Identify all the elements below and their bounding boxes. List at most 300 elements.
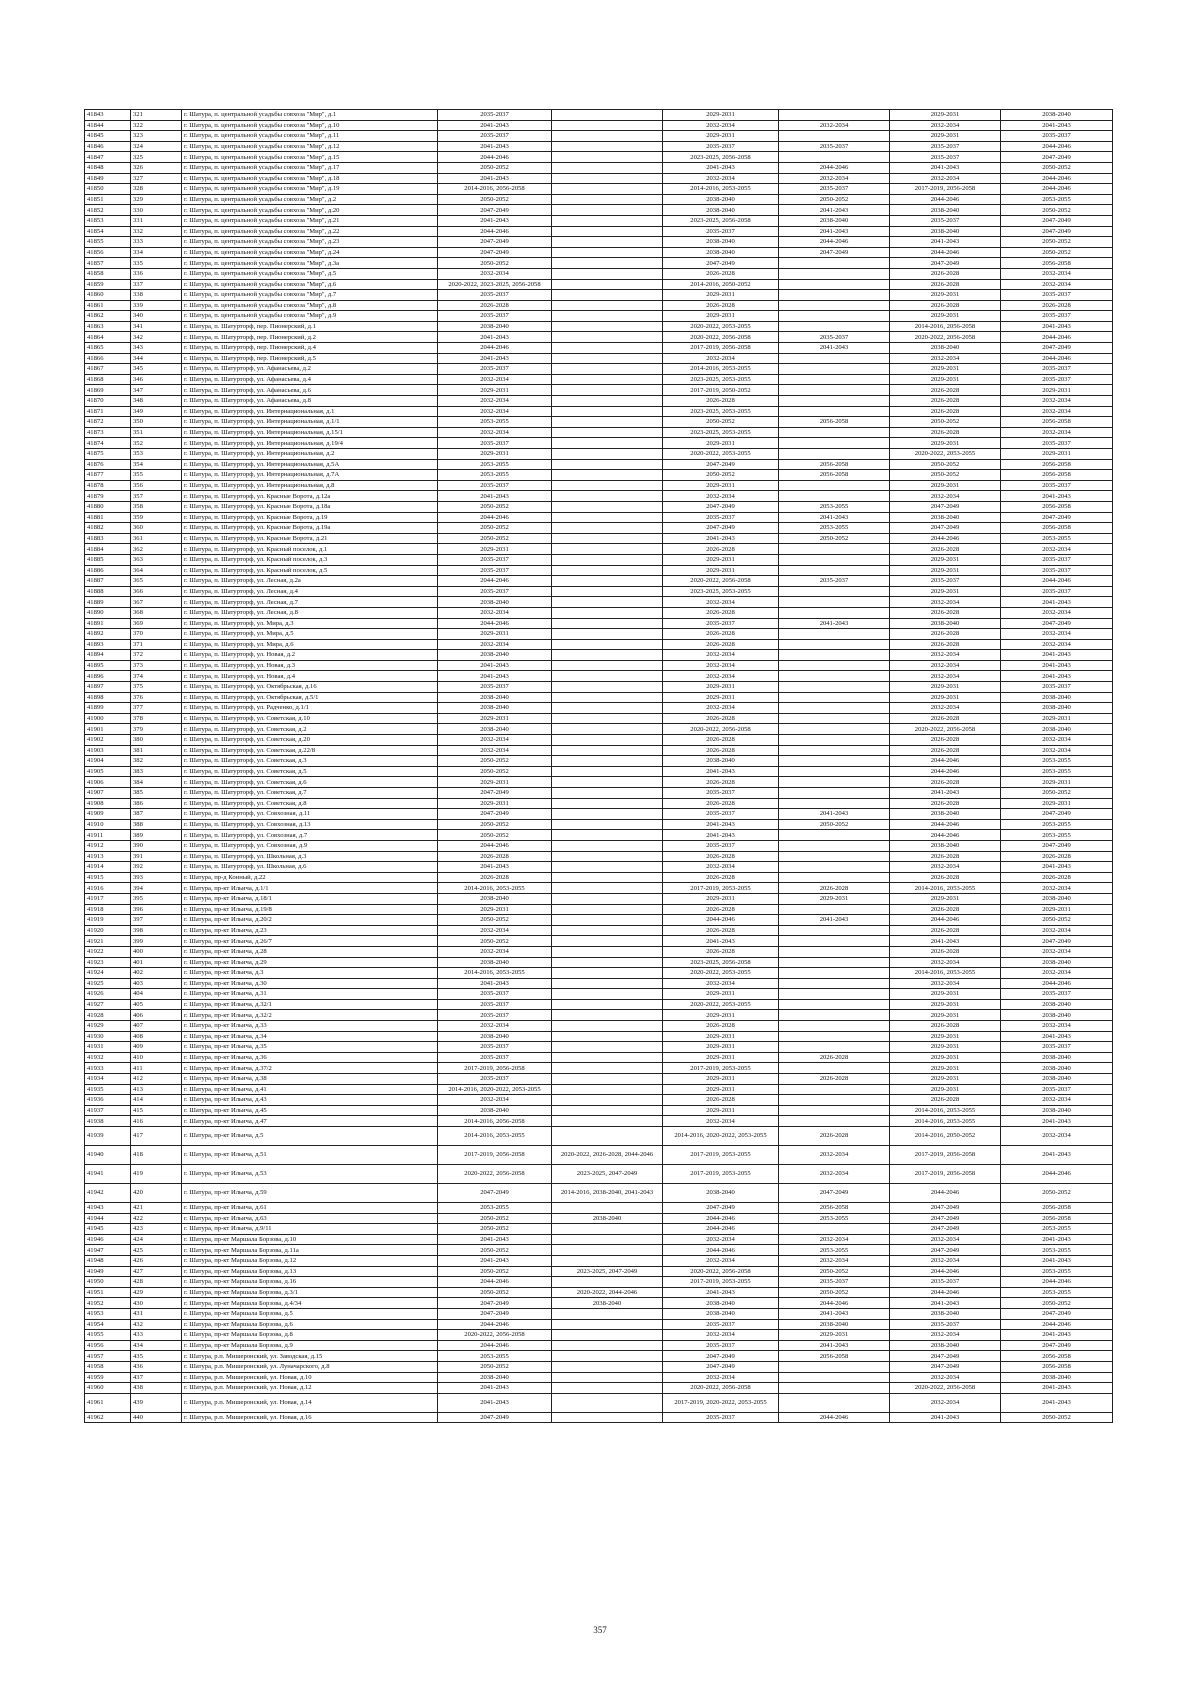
table-cell: 41901: [85, 724, 131, 735]
table-cell: 41876: [85, 459, 131, 470]
table-cell: 400: [131, 946, 182, 957]
table-cell: 2032-2034: [1001, 1127, 1113, 1146]
table-row: [85, 936, 1113, 947]
table-cell: 2026-2028: [890, 798, 1001, 809]
table-cell: 2041-2043: [779, 226, 890, 237]
table-cell: 411: [131, 1063, 182, 1074]
table-cell: [779, 703, 890, 714]
table-cell: 370: [131, 629, 182, 640]
table-cell: 41844: [85, 120, 131, 131]
table-row: [85, 152, 1113, 163]
table-cell: 2032-2034: [890, 1330, 1001, 1341]
table-row: [85, 978, 1113, 989]
table-cell: [779, 756, 890, 767]
table-cell: 41951: [85, 1287, 131, 1298]
table-cell: 2026-2028: [890, 777, 1001, 788]
table-cell: г. Шатура, р.п. Мишеронский, ул. Луначарского, д.8: [182, 1361, 438, 1372]
table-cell: 2044-2046: [779, 1298, 890, 1309]
table-cell: [552, 1319, 663, 1330]
table-cell: [552, 364, 663, 375]
table-cell: 41930: [85, 1031, 131, 1042]
table-cell: 404: [131, 989, 182, 1000]
table-cell: 336: [131, 268, 182, 279]
table-cell: 2014-2016, 2056-2058: [890, 321, 1001, 332]
table-cell: 2032-2034: [779, 120, 890, 131]
table-row: [85, 1052, 1113, 1063]
table-cell: 2035-2037: [663, 226, 779, 237]
table-cell: 2020-2022, 2056-2058: [890, 332, 1001, 343]
table-cell: 2035-2037: [779, 184, 890, 195]
table-cell: 2047-2049: [663, 523, 779, 534]
table-cell: 2029-2031: [890, 311, 1001, 322]
table-cell: 2041-2043: [438, 120, 552, 131]
table-row: [85, 1074, 1113, 1085]
table-cell: г. Шатура, пр-кт Ильича, д.63: [182, 1213, 438, 1224]
table-cell: 2053-2055: [438, 417, 552, 428]
table-cell: 2029-2031: [890, 1042, 1001, 1053]
table-cell: 2017-2019, 2053-2055: [663, 883, 779, 894]
table-cell: г. Шатура, пр-кт Ильича, д.30: [182, 978, 438, 989]
table-cell: 41852: [85, 205, 131, 216]
table-cell: г. Шатура, п. Шатурторф, ул. Мира, д.3: [182, 618, 438, 629]
table-cell: 2017-2019, 2056-2058: [890, 1165, 1001, 1184]
table-cell: 2038-2040: [1001, 1372, 1113, 1383]
table-cell: 2035-2037: [779, 332, 890, 343]
table-cell: 41929: [85, 1021, 131, 1032]
table-cell: 41865: [85, 343, 131, 354]
table-cell: 41897: [85, 682, 131, 693]
table-cell: 349: [131, 406, 182, 417]
table-cell: 2026-2028: [890, 300, 1001, 311]
table-cell: 2026-2028: [663, 1095, 779, 1106]
table-cell: 2029-2031: [890, 364, 1001, 375]
table-cell: г. Шатура, п. Шатурторф, ул. Лесная, д.8: [182, 607, 438, 618]
table-cell: 41885: [85, 554, 131, 565]
table-cell: [552, 215, 663, 226]
table-cell: 330: [131, 205, 182, 216]
table-row: [85, 1084, 1113, 1095]
table-cell: 2032-2034: [1001, 1021, 1113, 1032]
table-cell: 422: [131, 1213, 182, 1224]
table-cell: 2035-2037: [438, 1010, 552, 1021]
table-cell: 2035-2037: [890, 1277, 1001, 1288]
table-cell: 41912: [85, 840, 131, 851]
table-cell: [552, 1245, 663, 1256]
table-cell: 2026-2028: [1001, 851, 1113, 862]
table-cell: 2053-2055: [438, 470, 552, 481]
table-cell: 2044-2046: [1001, 173, 1113, 184]
table-cell: 2035-2037: [438, 110, 552, 121]
table-cell: 388: [131, 819, 182, 830]
table-cell: 2029-2031: [890, 989, 1001, 1000]
table-cell: 2032-2034: [438, 925, 552, 936]
table-cell: 2029-2031: [890, 565, 1001, 576]
table-cell: 2038-2040: [1001, 724, 1113, 735]
table-cell: 41846: [85, 141, 131, 152]
table-cell: 337: [131, 279, 182, 290]
table-cell: 2026-2028: [1001, 872, 1113, 883]
table-cell: 2029-2031: [890, 893, 1001, 904]
table-cell: г. Шатура, пр-кт Ильича, д.61: [182, 1203, 438, 1214]
table-cell: 2035-2037: [779, 1277, 890, 1288]
table-cell: 2041-2043: [438, 141, 552, 152]
table-cell: г. Шатура, пр-кт Маршала Борзова, д.13: [182, 1266, 438, 1277]
table-cell: 2029-2031: [438, 777, 552, 788]
table-row: [85, 459, 1113, 470]
table-cell: 2047-2049: [663, 1351, 779, 1362]
table-cell: [552, 184, 663, 195]
table-cell: 350: [131, 417, 182, 428]
table-cell: [552, 639, 663, 650]
table-cell: 2050-2052: [890, 459, 1001, 470]
table-cell: 2050-2052: [438, 830, 552, 841]
table-cell: г. Шатура, пр-кт Ильича, д.33: [182, 1021, 438, 1032]
table-cell: г. Шатура, пр-кт Ильича, д.19/8: [182, 904, 438, 915]
table-cell: [552, 343, 663, 354]
table-cell: 41917: [85, 893, 131, 904]
table-cell: [552, 1095, 663, 1106]
table-cell: 2038-2040: [890, 205, 1001, 216]
table-cell: 416: [131, 1116, 182, 1127]
table-cell: [552, 491, 663, 502]
table-cell: 2056-2058: [779, 417, 890, 428]
table-cell: 2047-2049: [890, 1351, 1001, 1362]
table-cell: 41949: [85, 1266, 131, 1277]
table-cell: г. Шатура, п. Шатурторф, ул. Советская, д.6: [182, 777, 438, 788]
table-cell: 41928: [85, 1010, 131, 1021]
table-cell: 2029-2031: [779, 893, 890, 904]
table-cell: 2047-2049: [1001, 343, 1113, 354]
table-cell: 2050-2052: [779, 1287, 890, 1298]
table-cell: 2026-2028: [438, 851, 552, 862]
table-cell: г. Шатура, п. Шатурторф, пер. Пионерский, д.5: [182, 353, 438, 364]
table-cell: 2047-2049: [1001, 840, 1113, 851]
table-cell: 2044-2046: [779, 1412, 890, 1423]
table-cell: 2053-2055: [1001, 819, 1113, 830]
table-cell: [779, 946, 890, 957]
table-cell: 41938: [85, 1116, 131, 1127]
table-cell: г. Шатура, п. Шатурторф, ул. Интернациональная, д.1: [182, 406, 438, 417]
table-cell: 41940: [85, 1146, 131, 1165]
table-cell: г. Шатура, п. Шатурторф, ул. Красные Ворота, д.18а: [182, 501, 438, 512]
table-cell: г. Шатура, п. Шатурторф, ул. Совхозная, д.13: [182, 819, 438, 830]
table-cell: 2035-2037: [438, 1052, 552, 1063]
table-cell: 2032-2034: [890, 862, 1001, 873]
table-cell: [552, 1361, 663, 1372]
table-row: [85, 120, 1113, 131]
table-cell: [779, 374, 890, 385]
table-cell: 2032-2034: [1001, 427, 1113, 438]
table-cell: 2029-2031: [438, 385, 552, 396]
table-cell: 2035-2037: [890, 1319, 1001, 1330]
table-cell: 41880: [85, 501, 131, 512]
table-cell: 425: [131, 1245, 182, 1256]
table-cell: [552, 883, 663, 894]
table-cell: 41862: [85, 311, 131, 322]
table-cell: 41845: [85, 131, 131, 142]
table-cell: 359: [131, 512, 182, 523]
table-cell: 438: [131, 1383, 182, 1394]
table-cell: 2038-2040: [663, 1298, 779, 1309]
table-cell: [552, 999, 663, 1010]
table-cell: [552, 724, 663, 735]
table-cell: 2047-2049: [890, 1361, 1001, 1372]
table-row: [85, 1393, 1113, 1412]
table-cell: 2014-2016, 2053-2055: [438, 1127, 552, 1146]
table-cell: 2035-2037: [779, 576, 890, 587]
table-cell: 2035-2037: [1001, 480, 1113, 491]
table-cell: 338: [131, 290, 182, 301]
table-cell: 2047-2049: [438, 247, 552, 258]
table-cell: 41874: [85, 438, 131, 449]
table-cell: [779, 1372, 890, 1383]
table-cell: [552, 968, 663, 979]
table-cell: 2047-2049: [438, 205, 552, 216]
table-cell: 2038-2040: [890, 809, 1001, 820]
table-row: [85, 523, 1113, 534]
table-cell: 321: [131, 110, 182, 121]
table-cell: 41946: [85, 1234, 131, 1245]
table-cell: 2026-2028: [663, 607, 779, 618]
table-cell: [779, 586, 890, 597]
table-cell: [552, 385, 663, 396]
table-cell: г. Шатура, пр-кт Маршала Борзова, д.6: [182, 1319, 438, 1330]
table-row: [85, 1203, 1113, 1214]
table-cell: 2017-2019, 2053-2055: [663, 1063, 779, 1074]
table-cell: 2047-2049: [890, 1245, 1001, 1256]
table-cell: 428: [131, 1277, 182, 1288]
table-cell: 2056-2058: [1001, 1351, 1113, 1362]
table-cell: [779, 1095, 890, 1106]
table-cell: [552, 1010, 663, 1021]
table-cell: [552, 893, 663, 904]
table-cell: г. Шатура, пр-д Конный, д.22: [182, 872, 438, 883]
table-cell: 2038-2040: [1001, 957, 1113, 968]
table-cell: 2038-2040: [890, 226, 1001, 237]
table-cell: 2041-2043: [1001, 1146, 1113, 1165]
table-cell: 2041-2043: [1001, 1330, 1113, 1341]
table-cell: 2017-2019, 2056-2058: [890, 184, 1001, 195]
table-cell: 419: [131, 1165, 182, 1184]
table-cell: г. Шатура, п. Шатурторф, ул. Афанасьева, д.6: [182, 385, 438, 396]
table-cell: 440: [131, 1412, 182, 1423]
table-cell: 41857: [85, 258, 131, 269]
table-cell: 41926: [85, 989, 131, 1000]
table-cell: 41923: [85, 957, 131, 968]
table-cell: 2047-2049: [438, 788, 552, 799]
table-cell: 41847: [85, 152, 131, 163]
table-cell: [552, 946, 663, 957]
table-cell: 2041-2043: [1001, 1031, 1113, 1042]
table-cell: г. Шатура, пр-кт Маршала Борзова, д.8: [182, 1330, 438, 1341]
table-cell: 2017-2019, 2056-2058: [890, 1146, 1001, 1165]
table-cell: 2026-2028: [779, 1127, 890, 1146]
table-cell: 41872: [85, 417, 131, 428]
page-number: 357: [593, 1625, 607, 1635]
table-cell: 2023-2025, 2053-2055: [663, 374, 779, 385]
table-cell: [779, 968, 890, 979]
table-cell: 2047-2049: [890, 1213, 1001, 1224]
table-row: [85, 1165, 1113, 1184]
table-cell: 2032-2034: [663, 1255, 779, 1266]
table-cell: 2035-2037: [438, 999, 552, 1010]
table-cell: 2035-2037: [890, 576, 1001, 587]
table-cell: г. Шатура, пр-кт Маршала Борзова, д.16: [182, 1277, 438, 1288]
table-cell: 2050-2052: [438, 819, 552, 830]
table-cell: г. Шатура, п. Шатурторф, ул. Интернациональная, д.19/4: [182, 438, 438, 449]
table-cell: 41879: [85, 491, 131, 502]
table-cell: [552, 131, 663, 142]
table-row: [85, 893, 1113, 904]
table-cell: 2041-2043: [1001, 671, 1113, 682]
table-cell: 434: [131, 1340, 182, 1351]
table-cell: 2050-2052: [438, 1213, 552, 1224]
table-cell: 2044-2046: [890, 766, 1001, 777]
table-cell: г. Шатура, п. Шатурторф, пер. Пионерский, д.4: [182, 343, 438, 354]
table-cell: 41918: [85, 904, 131, 915]
table-cell: 2026-2028: [663, 777, 779, 788]
table-cell: 2029-2031: [663, 110, 779, 121]
table-cell: 2041-2043: [663, 819, 779, 830]
table-cell: 396: [131, 904, 182, 915]
table-cell: 2035-2037: [1001, 374, 1113, 385]
table-row: [85, 745, 1113, 756]
table-cell: г. Шатура, п. Шатурторф, ул. Новая, д.3: [182, 660, 438, 671]
table-cell: 2050-2052: [1001, 237, 1113, 248]
table-cell: 2041-2043: [1001, 120, 1113, 131]
table-cell: 2050-2052: [438, 162, 552, 173]
table-cell: 2032-2034: [663, 703, 779, 714]
table-cell: г. Шатура, п. Шатурторф, ул. Совхозная, д.9: [182, 840, 438, 851]
table-cell: 2041-2043: [890, 1298, 1001, 1309]
table-cell: 41851: [85, 194, 131, 205]
table-cell: 2020-2022, 2053-2055: [663, 968, 779, 979]
table-cell: 2041-2043: [1001, 1393, 1113, 1412]
table-cell: 2014-2016, 2056-2058: [438, 1116, 552, 1127]
table-cell: 2056-2058: [1001, 1361, 1113, 1372]
table-cell: 41863: [85, 321, 131, 332]
table-cell: 403: [131, 978, 182, 989]
table-cell: 2017-2019, 2053-2055: [663, 1146, 779, 1165]
table-cell: г. Шатура, пр-кт Маршала Борзова, д.5: [182, 1308, 438, 1319]
table-cell: [779, 904, 890, 915]
table-cell: г. Шатура, п. Шатурторф, ул. Мира, д.5: [182, 629, 438, 640]
table-cell: 2044-2046: [438, 512, 552, 523]
table-cell: 368: [131, 607, 182, 618]
table-cell: г. Шатура, п. Шатурторф, ул. Новая, д.4: [182, 671, 438, 682]
table-cell: 2023-2025, 2047-2049: [552, 1165, 663, 1184]
table-cell: 2032-2034: [1001, 745, 1113, 756]
table-cell: 2029-2031: [663, 311, 779, 322]
table-cell: [779, 851, 890, 862]
table-row: [85, 1308, 1113, 1319]
table-cell: [552, 396, 663, 407]
table-cell: 2032-2034: [1001, 268, 1113, 279]
table-cell: 2041-2043: [1001, 597, 1113, 608]
table-cell: 2023-2025, 2047-2049: [552, 1266, 663, 1277]
table-cell: 2029-2031: [663, 692, 779, 703]
table-cell: 2032-2034: [1001, 1095, 1113, 1106]
table-cell: 2035-2037: [438, 682, 552, 693]
table-cell: г. Шатура, пр-кт Ильича, д.29: [182, 957, 438, 968]
table-cell: 41962: [85, 1412, 131, 1423]
table-cell: 2047-2049: [1001, 226, 1113, 237]
table-cell: 2032-2034: [890, 650, 1001, 661]
table-cell: [552, 544, 663, 555]
table-cell: [552, 1340, 663, 1351]
table-cell: 386: [131, 798, 182, 809]
table-row: [85, 1412, 1113, 1423]
table-cell: 2053-2055: [779, 1213, 890, 1224]
table-cell: 2041-2043: [1001, 1116, 1113, 1127]
table-cell: 2047-2049: [663, 258, 779, 269]
table-cell: 2014-2016, 2020-2022, 2053-2055: [438, 1084, 552, 1095]
table-cell: 2038-2040: [1001, 1105, 1113, 1116]
table-cell: г. Шатура, п. Шатурторф, ул. Красный поселок, д.5: [182, 565, 438, 576]
table-cell: 41886: [85, 565, 131, 576]
table-cell: г. Шатура, п. Шатурторф, ул. Октябрьская, д.5/1: [182, 692, 438, 703]
table-row: [85, 279, 1113, 290]
table-cell: 365: [131, 576, 182, 587]
table-cell: 2041-2043: [438, 1234, 552, 1245]
table-cell: 2029-2031: [663, 989, 779, 1000]
table-row: [85, 851, 1113, 862]
table-cell: г. Шатура, п. Шатурторф, ул. Интернациональная, д.7А: [182, 470, 438, 481]
table-cell: 41877: [85, 470, 131, 481]
table-cell: 2038-2040: [1001, 1074, 1113, 1085]
table-cell: [779, 682, 890, 693]
table-cell: 2056-2058: [1001, 258, 1113, 269]
table-cell: 2014-2016, 2053-2055: [890, 883, 1001, 894]
table-cell: 2038-2040: [1001, 703, 1113, 714]
table-cell: 41854: [85, 226, 131, 237]
table-cell: 2050-2052: [438, 523, 552, 534]
table-cell: г. Шатура, п. Шатурторф, ул. Лесная, д.2а: [182, 576, 438, 587]
table-cell: [779, 110, 890, 121]
table-cell: 2047-2049: [1001, 936, 1113, 947]
table-cell: 2047-2049: [663, 1203, 779, 1214]
table-row: [85, 533, 1113, 544]
table-cell: 41935: [85, 1084, 131, 1095]
table-cell: 2026-2028: [663, 629, 779, 640]
table-cell: 2044-2046: [890, 1266, 1001, 1277]
table-cell: [779, 152, 890, 163]
table-cell: 41855: [85, 237, 131, 248]
table-cell: г. Шатура, п. центральной усадьбы совхоза "Мир", д.23: [182, 237, 438, 248]
table-cell: 2020-2022, 2053-2055: [890, 449, 1001, 460]
table-cell: [552, 682, 663, 693]
table-cell: 373: [131, 660, 182, 671]
table-cell: г. Шатура, пр-кт Ильича, д.59: [182, 1184, 438, 1203]
table-row: [85, 1277, 1113, 1288]
table-cell: 2029-2031: [890, 1074, 1001, 1085]
table-row: [85, 110, 1113, 121]
table-cell: 2038-2040: [438, 893, 552, 904]
schedule-table-body: [85, 110, 1113, 1423]
table-cell: [779, 766, 890, 777]
table-cell: 2032-2034: [1001, 607, 1113, 618]
table-cell: 2038-2040: [438, 1372, 552, 1383]
table-cell: 2038-2040: [663, 756, 779, 767]
table-cell: 41864: [85, 332, 131, 343]
table-cell: [779, 427, 890, 438]
table-cell: [552, 1021, 663, 1032]
table-cell: 339: [131, 300, 182, 311]
table-cell: [552, 374, 663, 385]
table-cell: 347: [131, 385, 182, 396]
table-cell: г. Шатура, п. Шатурторф, ул. Советская, д.22/8: [182, 745, 438, 756]
table-cell: 2035-2037: [890, 215, 1001, 226]
